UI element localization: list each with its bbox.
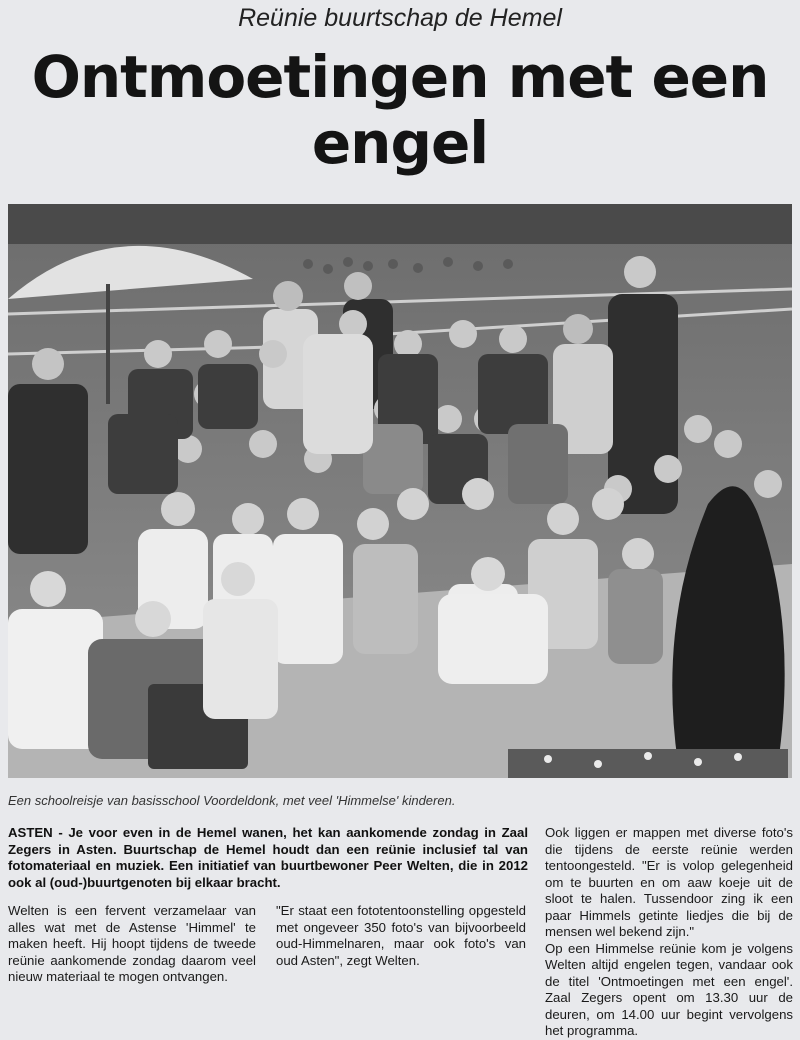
article-column-3 xyxy=(545,825,793,1040)
body-paragraph: "Er staat een fototentoonstelling opgesteld met ongeveer 350 foto's van bijvoorbeeld oud-Himmelnaren, maar ook foto's van oud Asten", zegt Welten. xyxy=(276,903,526,968)
headline: Ontmoetingen met een engel xyxy=(31,43,769,177)
kicker: Reünie buurtschap de Hemel xyxy=(238,4,562,32)
photo-caption: Een schoolreisje van basisschool Voordeldonk, met veel 'Himmelse' kinderen. xyxy=(8,793,456,808)
body-paragraph: Welten is een fervent verzamelaar van alles wat met de Astense 'Himmel' te maken heeft. Hij hoopt tijdens de tweede reünie aankomende zondag daarom veel nieuw materiaal te mogen ontvangen. xyxy=(8,903,256,984)
body-paragraph: Op een Himmelse reünie kom je volgens Welten altijd engelen tegen, vandaar ook de titel 'Ontmoetingen met een engel'. Zaal Zegers opent om 13.30 uur de deuren, om 14.00 uur begint vervolgens het programma. xyxy=(545,940,793,1038)
group-photo xyxy=(8,204,792,778)
article-column-1 xyxy=(8,903,256,986)
article-column-2 xyxy=(276,903,526,969)
body-paragraph: Ook liggen er mappen met diverse foto's die tijdens de eerste reünie werden tentoongesteld. "Er is volop gelegenheid om te buurten en om aaw koeje uit de sloot te halen. Tussendoor zing ik een paar Himmels getinte liedjes die bij de mensen wel bekend zijn." xyxy=(545,825,793,939)
article-lead: ASTEN - Je voor even in de Hemel wanen, het kan aankomende zondag in Zaal Zegers in Asten. Buurtschap de Hemel houdt dan een reünie inclusief tal van fotomateriaal en muziek. Een initiatief van buurtbewoner Peer Welten, die in 2012 ook al (oud-)buurtgenoten bij elkaar bracht. xyxy=(8,825,528,890)
